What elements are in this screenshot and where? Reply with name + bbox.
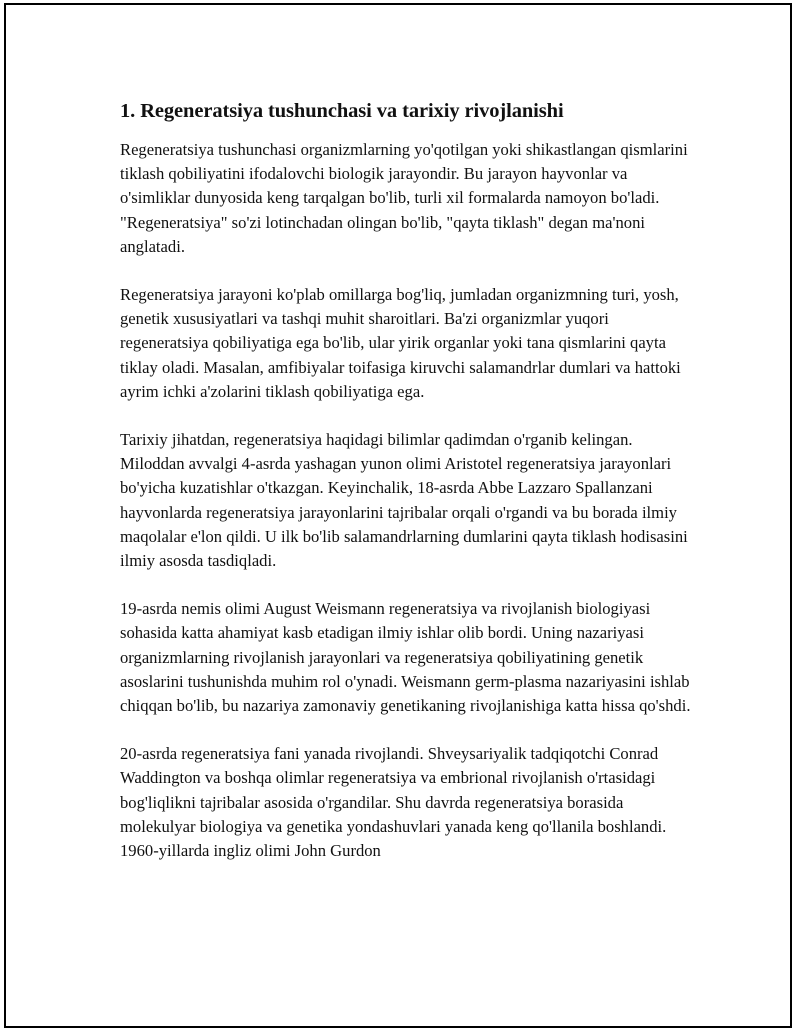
section-heading: 1. Regeneratsiya tushunchasi va tarixiy rivojlanishi: [120, 100, 564, 122]
paragraph-19th-century: 19-asrda nemis olimi August Weismann regeneratsiya va rivojlanish biologiyasi sohasida katta ahamiyat kasb etadigan ilmiy ishlar olib bordi. Uning nazariyasi organizmlarning rivojlanish jarayonlari va regeneratsiya qobiliyatining genetik asoslarini tushunishda muhim rol o'ynadi. Weismann germ-plasma nazariyasini ishlab chiqqan bo'lib, bu nazariya zamonaviy genetikaning rivojlanishiga katta hissa qo'shdi.: [120, 599, 691, 716]
document-body: [120, 97, 700, 887]
paragraph-factors: Regeneratsiya jarayoni ko'plab omillarga bog'liq, jumladan organizmning turi, yosh, genetik xususiyatlari va tashqi muhit sharoitlari. Ba'zi organizmlar yuqori regeneratsiya qobiliyatiga ega bo'lib, ular yirik organlar yoki tana qismlarini qayta tiklay oladi. Masalan, amfibiyalar toifasiga kiruvchi salamandrlar dumlari va hattoki ayrim ichki a'zolarini tiklash qobiliyatiga ega.: [120, 285, 681, 401]
paragraph-definition: Regeneratsiya tushunchasi organizmlarning yo'qotilgan yoki shikastlangan qismlarini tiklash qobiliyatini ifodalovchi biologik jarayondir. Bu jarayon hayvonlar va o'simliklar dunyosida keng tarqalgan bo'lib, turli xil formalarda namoyon bo'ladi. "Regeneratsiya" so'zi lotinchadan olingan bo'lib, "qayta tiklash" degan ma'noni anglatadi.: [120, 140, 688, 256]
paragraph-history-early: Tarixiy jihatdan, regeneratsiya haqidagi bilimlar qadimdan o'rganib kelingan. Miloddan avvalgi 4-asrda yashagan yunon olimi Aristotel regeneratsiya jarayonlari bo'yicha kuzatishlar o'tkazgan. Keyinchalik, 18-asrda Abbe Lazzaro Spallanzani hayvonlarda regeneratsiya jarayonlarini tajribalar orqali o'rgandi va bu borada ilmiy maqolalar e'lon qildi. U ilk bo'lib salamandrlarning dumlarini qayta tiklash hodisasini ilmiy asosda tasdiqladi.: [120, 430, 688, 571]
paragraph-20th-century: 20-asrda regeneratsiya fani yanada rivojlandi. Shveysariyalik tadqiqotchi Conrad Waddington va boshqa olimlar regeneratsiya va embrional rivojlanish o'rtasidagi bog'liqlikni tajribalar asosida o'rgandilar. Shu davrda regeneratsiya borasida molekulyar biologiya va genetika yondashuvlari yanada keng qo'llanila boshlandi. 1960-yillarda ingliz olimi John Gurdon: [120, 744, 667, 861]
document-page: [4, 3, 792, 1028]
